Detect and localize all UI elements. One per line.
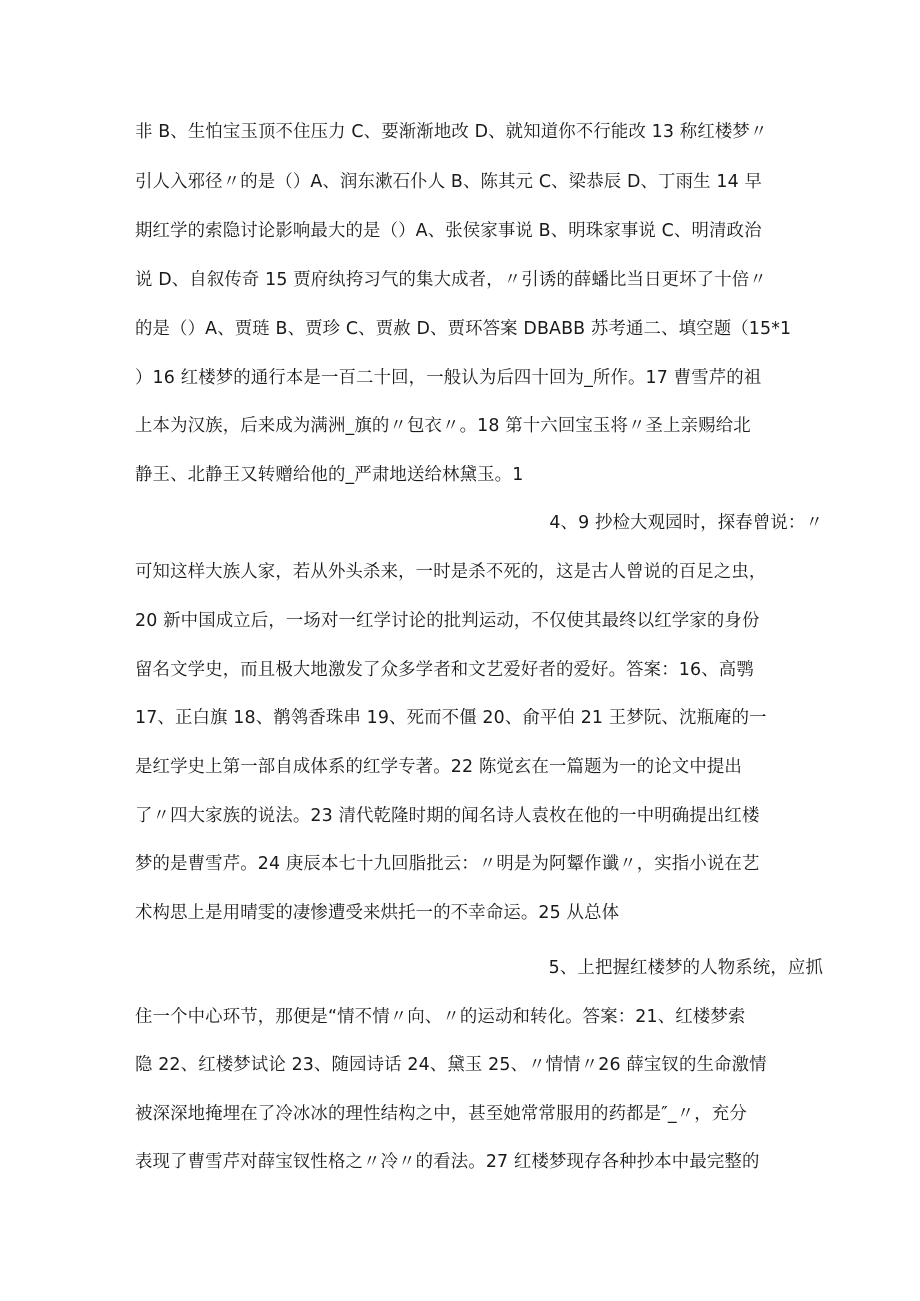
text-line: 留名文学史，而且极大地激发了众多学者和文艺爱好者的爱好。答案：16、高鹗 (135, 660, 754, 680)
text-line: 术构思上是用晴雯的凄惨遭受来烘托一的不幸命运。25 从总体 (135, 903, 620, 923)
text-line: 期红学的索隐讨论影响最大的是（）A、张侯家事说 B、明珠家事说 C、明清政治 (135, 221, 762, 241)
text-line: 静王、北静王又转赠给他的_严肃地送给林黛玉。1 (135, 465, 524, 485)
text-line: 20 新中国成立后，一场对一红学讨论的批判运动，不仅使其最终以红学家的身份 (135, 611, 760, 631)
text-line: 是红学史上第一部自成体系的红学专著。22 陈觉玄在一篇题为一的论文中提出 (135, 757, 742, 777)
text-line: 5、上把握红楼梦的人物系统，应抓 (548, 958, 823, 978)
text-line: 的是（）A、贾琏 B、贾珍 C、贾赦 D、贾环答案 DBABB 苏考通二、填空题（15*1 (135, 319, 792, 339)
text-line: 住一个中心环节，那便是“情不情〃向、〃的运动和转化。答案：21、红楼梦索 (135, 1007, 746, 1027)
text-line: 4、9 抄检大观园时，探春曾说：〃 (549, 513, 823, 533)
text-line: 说 D、自叙传奇 15 贾府纨挎习气的集大成者，〃引诱的薛蟠比当日更坏了十倍〃 (135, 270, 767, 290)
text-line: 了〃四大家族的说法。23 清代乾隆时期的闻名诗人袁枚在他的一中明确提出红楼 (135, 806, 760, 826)
text-line: 被深深地掩埋在了冷冰冰的理性结构之中，甚至她常常服用的药都是″_〃，充分 (135, 1104, 747, 1124)
text-line: 17、正白旗 18、鹡鸰香珠串 19、死而不僵 20、俞平伯 21 王梦阮、沈瓶庵的一 (135, 708, 767, 728)
text-line: 上本为汉族，后来成为满洲_旗的〃包衣〃。18 第十六回宝玉将〃圣上亲赐给北 (135, 416, 751, 436)
text-line: 表现了曹雪芹对薛宝钗性格之〃冷〃的看法。27 红楼梦现存各种抄本中最完整的 (135, 1152, 760, 1172)
text-line: ）16 红楼梦的通行本是一百二十回，一般认为后四十回为_所作。17 曹雪芹的祖 (135, 368, 762, 388)
text-line: 梦的是曹雪芹。24 庚辰本七十九回脂批云：〃明是为阿颦作谶〃，实指小说在艺 (135, 854, 760, 874)
text-line: 隐 22、红楼梦试论 23、随园诗话 24、黛玉 25、〃情情〃26 薛宝钗的生命激情 (135, 1055, 767, 1075)
text-line: 非 B、生怕宝玉顶不住压力 C、要渐渐地改 D、就知道你不行能改 13 称红楼梦〃 (135, 122, 768, 142)
text-line: 可知这样大族人家，若从外头杀来，一时是杀不死的，这是古人曾说的百足之虫， (135, 562, 767, 582)
text-line: 引人入邪径〃的是（）A、润东漱石仆人 B、陈其元 C、梁恭辰 D、丁雨生 14 早 (135, 172, 763, 192)
